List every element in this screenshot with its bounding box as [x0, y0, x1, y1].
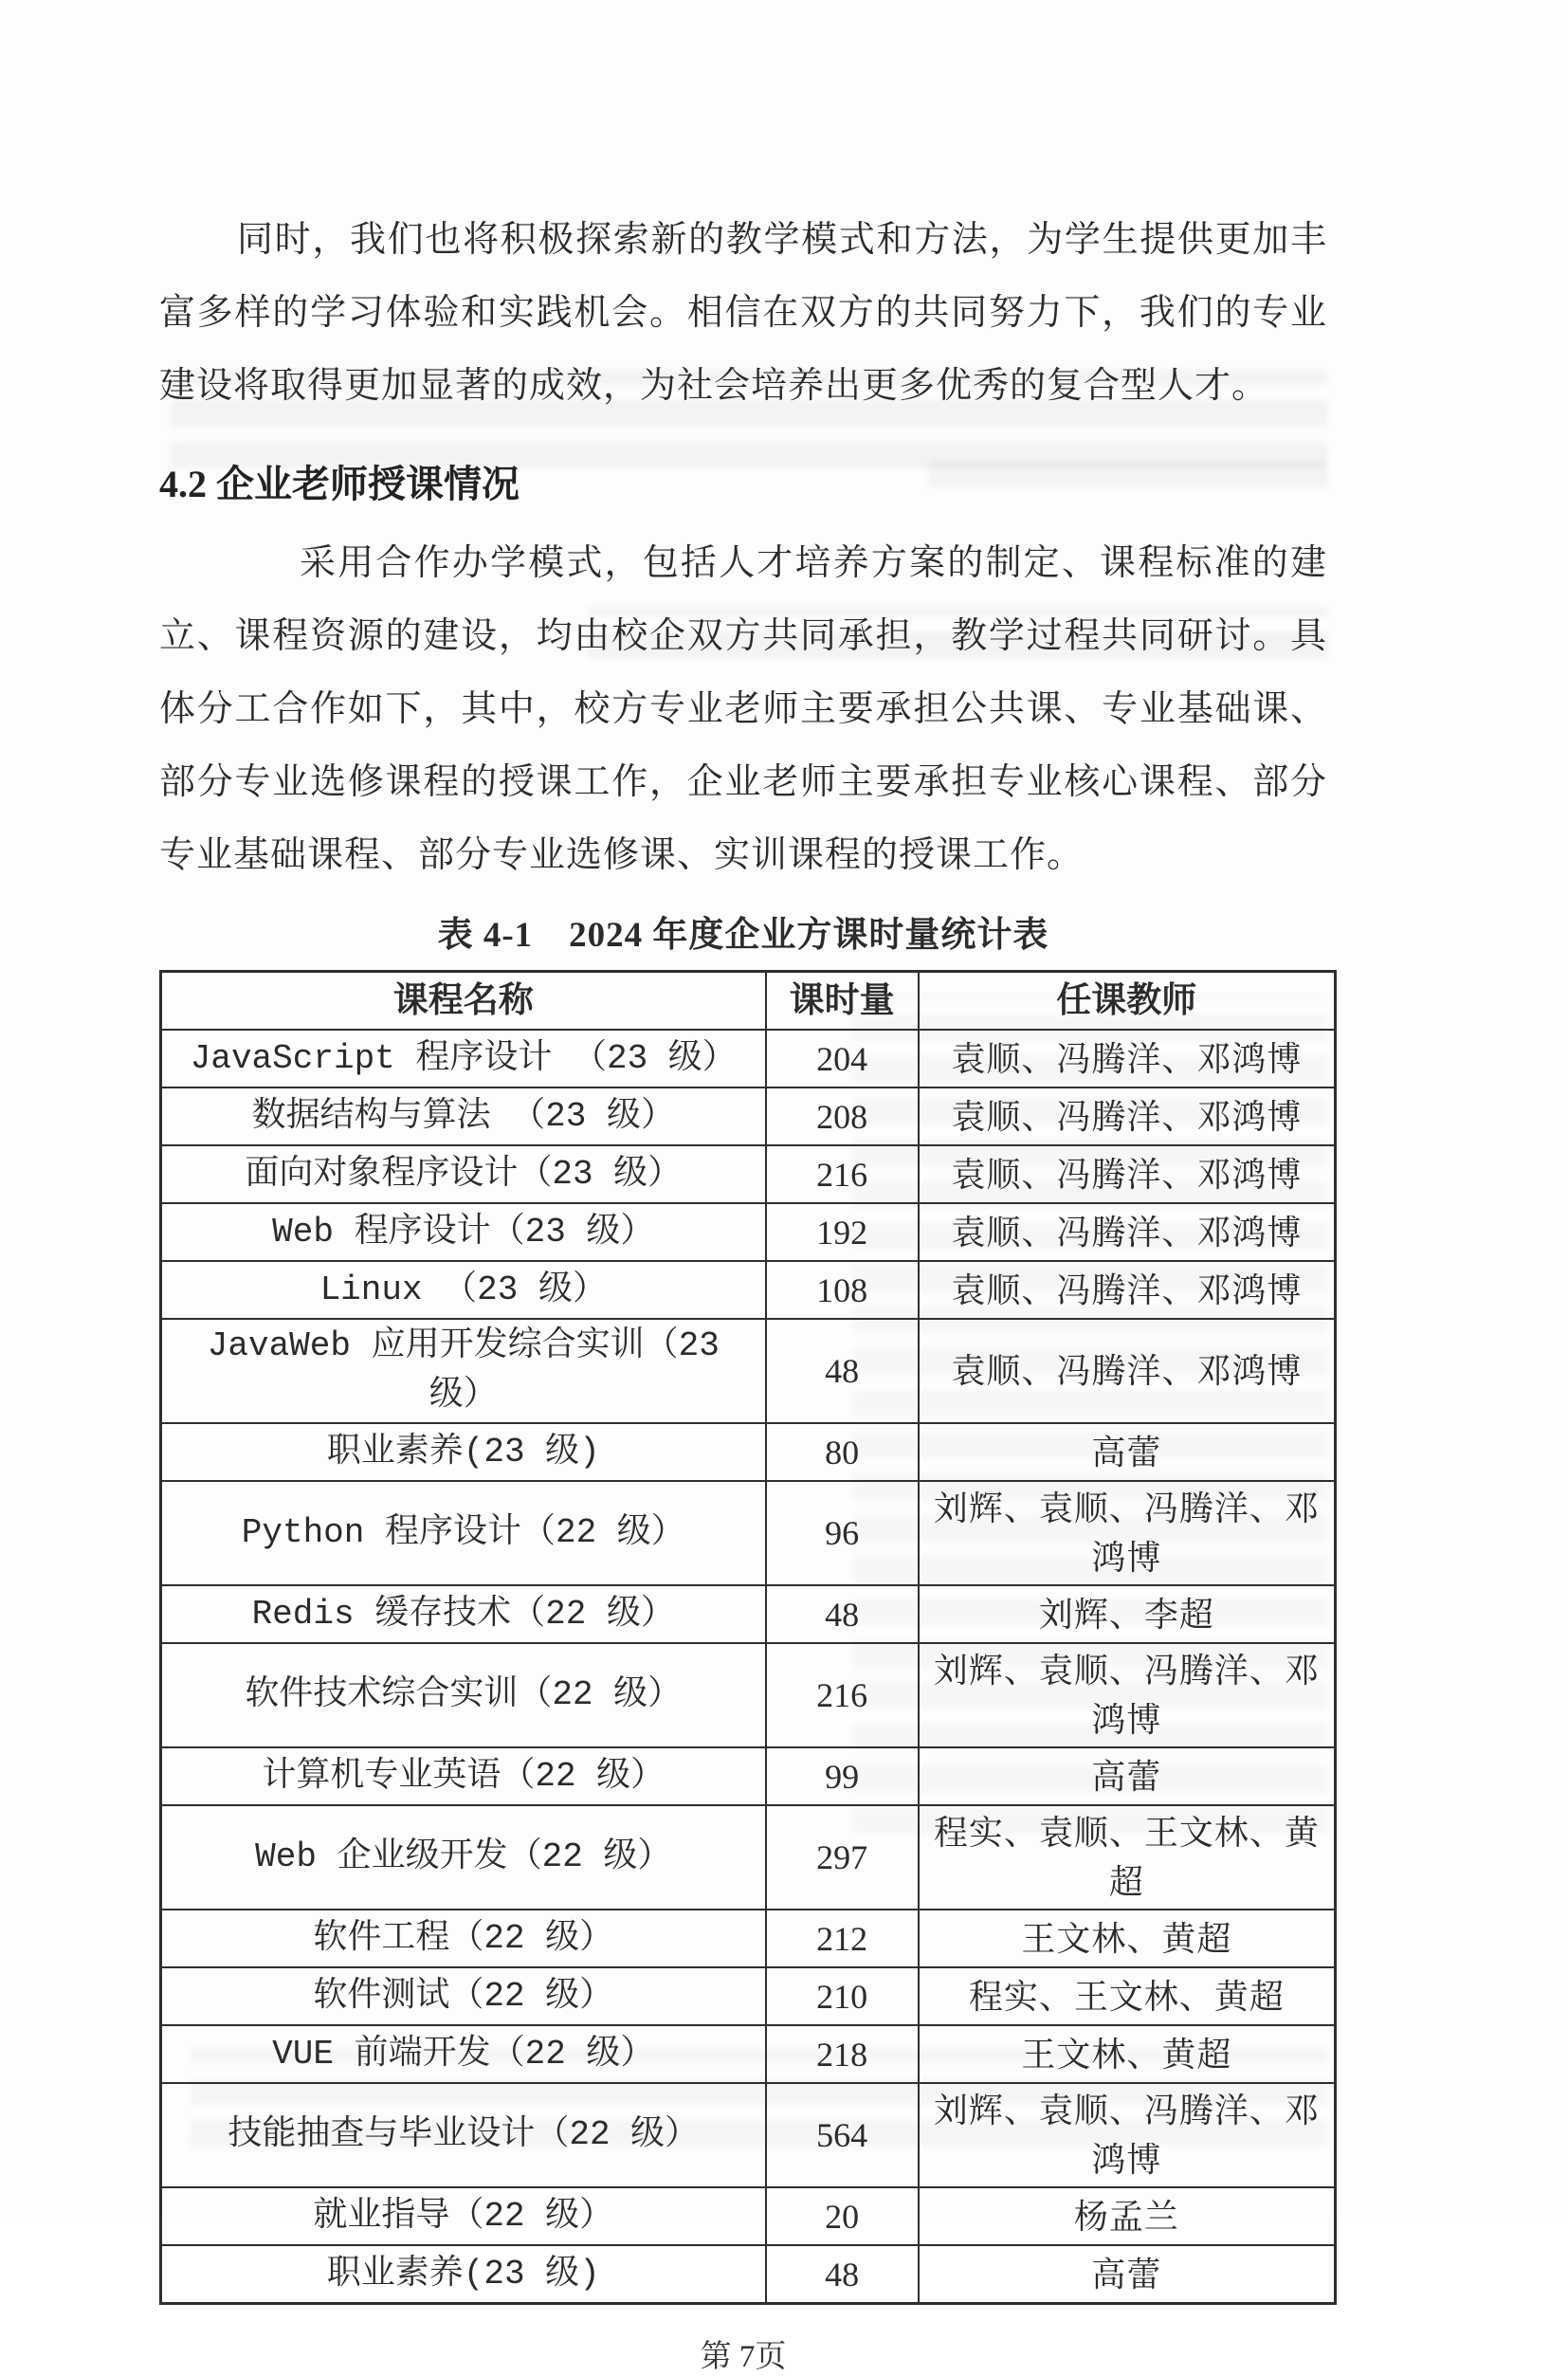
- teachers-cell: 高蕾: [919, 2245, 1336, 2304]
- hours-cell: 204: [766, 1030, 919, 1087]
- teachers-cell: 王文林、黄超: [919, 1910, 1336, 1967]
- paragraph-cooperation-model: 采用合作办学模式，包括人才培养方案的制定、课程标准的建立、课程资源的建设，均由校企双方共同承担，教学过程共同研讨。具体分工合作如下，其中，校方专业老师主要承担公共课、专业基础课、部分专业选修课程的授课工作，企业老师主要承担专业核心课程、部分专业基础课程、部分专业选修课、实训课程的授课工作。: [159, 543, 1327, 875]
- table-row: [161, 1643, 1336, 1747]
- table-body: [161, 1030, 1336, 2304]
- course-cell: 职业素养(23 级): [161, 2245, 766, 2304]
- hours-cell: 48: [766, 1319, 919, 1423]
- table-row: [161, 1261, 1336, 1319]
- course-cell: 技能抽查与毕业设计（22 级）: [161, 2083, 766, 2187]
- hours-cell: 216: [766, 1643, 919, 1747]
- hours-cell: 20: [766, 2187, 919, 2245]
- teachers-cell: 刘辉、袁顺、冯腾洋、邓鸿博: [919, 1643, 1336, 1747]
- hours-cell: 192: [766, 1203, 919, 1261]
- hours-cell: 108: [766, 1261, 919, 1319]
- course-cell: Redis 缓存技术（22 级）: [161, 1585, 766, 1643]
- hours-cell: 218: [766, 2025, 919, 2083]
- teachers-cell: 刘辉、袁顺、冯腾洋、邓鸿博: [919, 2083, 1336, 2187]
- table-row: [161, 1423, 1336, 1481]
- table-row: [161, 1747, 1336, 1805]
- header-teachers: 任课教师: [919, 972, 1336, 1031]
- table-row: [161, 2083, 1336, 2187]
- page-number: 第 7页: [700, 2340, 787, 2374]
- course-cell: JavaScript 程序设计 （23 级）: [161, 1030, 766, 1087]
- course-cell: Web 程序设计（23 级）: [161, 1203, 766, 1261]
- teachers-cell: 高蕾: [919, 1747, 1336, 1805]
- hours-cell: 80: [766, 1423, 919, 1481]
- table-header-row: [161, 972, 1336, 1031]
- teachers-cell: 高蕾: [919, 1423, 1336, 1481]
- table-row: [161, 1967, 1336, 2025]
- table-row: [161, 1319, 1336, 1423]
- hours-cell: 216: [766, 1145, 919, 1203]
- table-row: [161, 1203, 1336, 1261]
- table-row: [161, 1805, 1336, 1910]
- hours-cell: 96: [766, 1481, 919, 1585]
- table-row: [161, 2245, 1336, 2304]
- table-row: [161, 1481, 1336, 1585]
- course-cell: 软件测试（22 级）: [161, 1967, 766, 2025]
- course-hours-table: [159, 970, 1337, 2305]
- hours-cell: 48: [766, 2245, 919, 2304]
- page-content: [159, 204, 1327, 2376]
- section-heading-4-2: 4.2 企业老师授课情况: [159, 463, 520, 505]
- table-row: [161, 2025, 1336, 2083]
- teachers-cell: 袁顺、冯腾洋、邓鸿博: [919, 1087, 1336, 1145]
- teachers-cell: 刘辉、李超: [919, 1585, 1336, 1643]
- hours-cell: 297: [766, 1805, 919, 1910]
- header-course-name: 课程名称: [161, 972, 766, 1031]
- table-row: [161, 1145, 1336, 1203]
- course-cell: Linux （23 级）: [161, 1261, 766, 1319]
- course-cell: 数据结构与算法 （23 级）: [161, 1087, 766, 1145]
- course-cell: Web 企业级开发（22 级）: [161, 1805, 766, 1910]
- teachers-cell: 程实、王文林、黄超: [919, 1967, 1336, 2025]
- table-row: [161, 1030, 1336, 1087]
- teachers-cell: 袁顺、冯腾洋、邓鸿博: [919, 1203, 1336, 1261]
- teachers-cell: 刘辉、袁顺、冯腾洋、邓鸿博: [919, 1481, 1336, 1585]
- table-row: [161, 2187, 1336, 2245]
- header-class-hours: 课时量: [766, 972, 919, 1031]
- course-cell: 计算机专业英语（22 级）: [161, 1747, 766, 1805]
- hours-cell: 208: [766, 1087, 919, 1145]
- table-row: [161, 1585, 1336, 1643]
- hours-cell: 210: [766, 1967, 919, 2025]
- course-cell: 职业素养(23 级): [161, 1423, 766, 1481]
- course-cell: VUE 前端开发（22 级）: [161, 2025, 766, 2083]
- course-cell: 软件工程（22 级）: [161, 1910, 766, 1967]
- hours-cell: 48: [766, 1585, 919, 1643]
- teachers-cell: 袁顺、冯腾洋、邓鸿博: [919, 1261, 1336, 1319]
- hours-cell: 564: [766, 2083, 919, 2187]
- course-cell: 就业指导（22 级）: [161, 2187, 766, 2245]
- teachers-cell: 程实、袁顺、王文林、黄超: [919, 1805, 1336, 1910]
- hours-cell: 212: [766, 1910, 919, 1967]
- teachers-cell: 袁顺、冯腾洋、邓鸿博: [919, 1319, 1336, 1423]
- teachers-cell: 杨孟兰: [919, 2187, 1336, 2245]
- hours-cell: 99: [766, 1747, 919, 1805]
- paragraph-closing-remarks: 同时，我们也将积极探索新的教学模式和方法，为学生提供更加丰富多样的学习体验和实践机会。相信在双方的共同努力下，我们的专业建设将取得更加显著的成效，为社会培养出更多优秀的复合型人才。: [159, 220, 1327, 406]
- teachers-cell: 袁顺、冯腾洋、邓鸿博: [919, 1145, 1336, 1203]
- table-caption: 表 4-1 2024 年度企业方课时量统计表: [437, 916, 1049, 955]
- table-row: [161, 1087, 1336, 1145]
- course-cell: JavaWeb 应用开发综合实训（23 级）: [161, 1319, 766, 1423]
- course-cell: 软件技术综合实训（22 级）: [161, 1643, 766, 1747]
- course-cell: Python 程序设计（22 级）: [161, 1481, 766, 1585]
- teachers-cell: 王文林、黄超: [919, 2025, 1336, 2083]
- course-cell: 面向对象程序设计（23 级）: [161, 1145, 766, 1203]
- teachers-cell: 袁顺、冯腾洋、邓鸿博: [919, 1030, 1336, 1087]
- table-row: [161, 1910, 1336, 1967]
